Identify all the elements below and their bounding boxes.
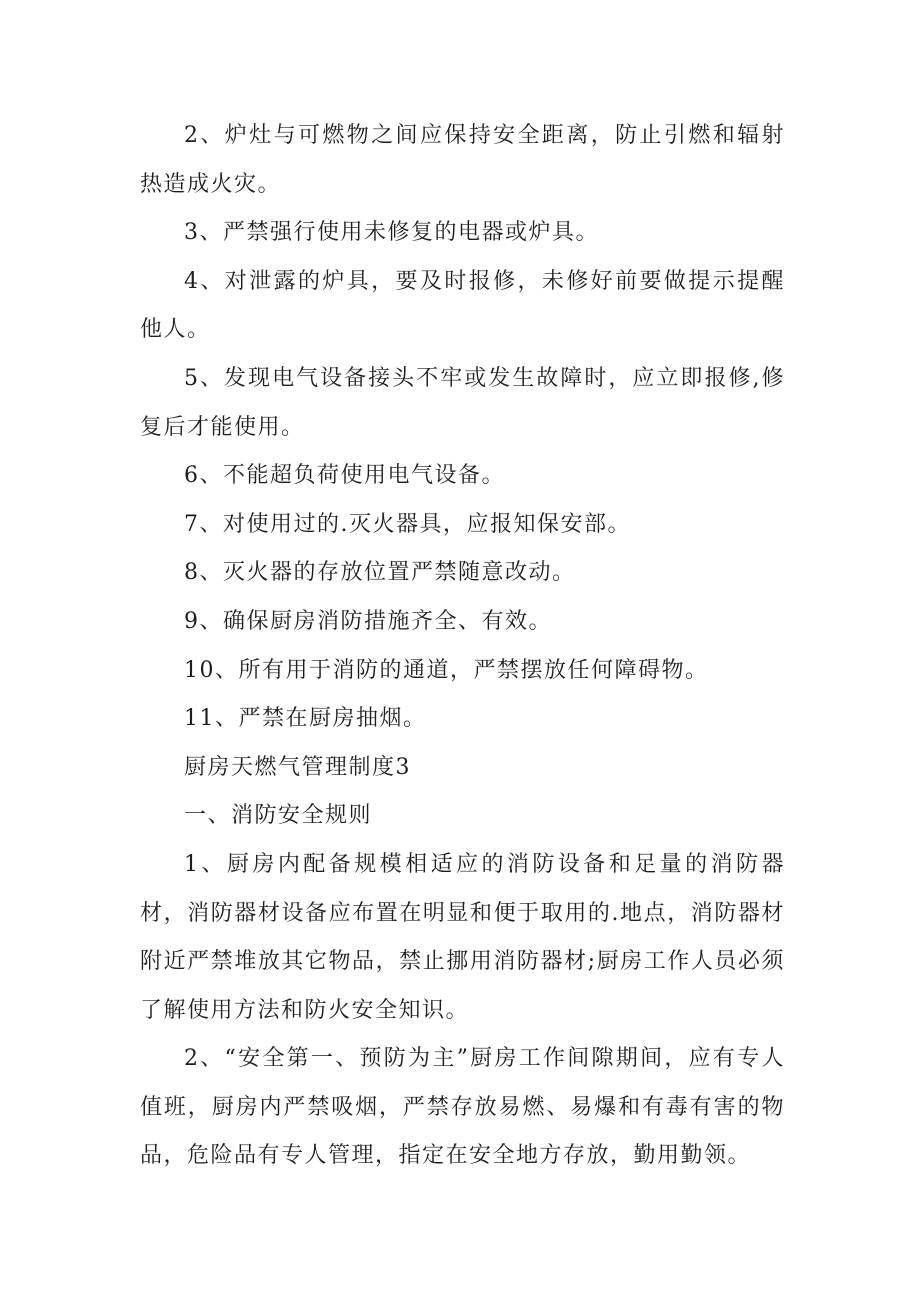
paragraph-item-11: 11、严禁在厨房抽烟。 [184, 706, 427, 732]
paragraph-item-4: 4、对泄露的炉具，要及时报修，未修好前要做提示提醒他人。 [140, 268, 785, 343]
paragraph-item-7: 7、对使用过的.灭火器具，应报知保安部。 [184, 511, 631, 537]
rule-item-2: 2、“安全第一、预防为主”厨房工作间隙期间，应有专人值班，厨房内严禁吸烟，严禁存放易燃、易爆和有毒有害的物品，危险品有专人管理，指定在安全地方存放，勤用勤领。 [140, 1046, 785, 1169]
paragraph-item-3: 3、严禁强行使用未修复的电器或炉具。 [184, 220, 599, 246]
paragraph-item-9: 9、确保厨房消防措施齐全、有效。 [184, 608, 552, 634]
subsection-heading: 一、消防安全规则 [184, 803, 373, 829]
section-heading: 厨房天燃气管理制度3 [184, 754, 411, 780]
paragraph-item-6: 6、不能超负荷使用电气设备。 [184, 463, 505, 489]
rule-item-1: 1、厨房内配备规模相适应的消防设备和足量的消防器材，消防器材设备应布置在明显和便于取用的.地点，消防器材附近严禁堆放其它物品，禁止挪用消防器材;厨房工作人员必须了解使用方法和防火安全知识。 [140, 851, 785, 1023]
paragraph-item-10: 10、所有用于消防的通道，严禁摆放任何障碍物。 [184, 657, 709, 683]
paragraph-item-2: 2、炉灶与可燃物之间应保持安全距离，防止引燃和辐射热造成火灾。 [140, 123, 785, 197]
document-body [140, 112, 785, 1181]
paragraph-item-5: 5、发现电气设备接头不牢或发生故障时，应立即报修,修复后才能使用。 [140, 365, 785, 440]
paragraph-item-8: 8、灭火器的存放位置严禁随意改动。 [184, 560, 576, 586]
